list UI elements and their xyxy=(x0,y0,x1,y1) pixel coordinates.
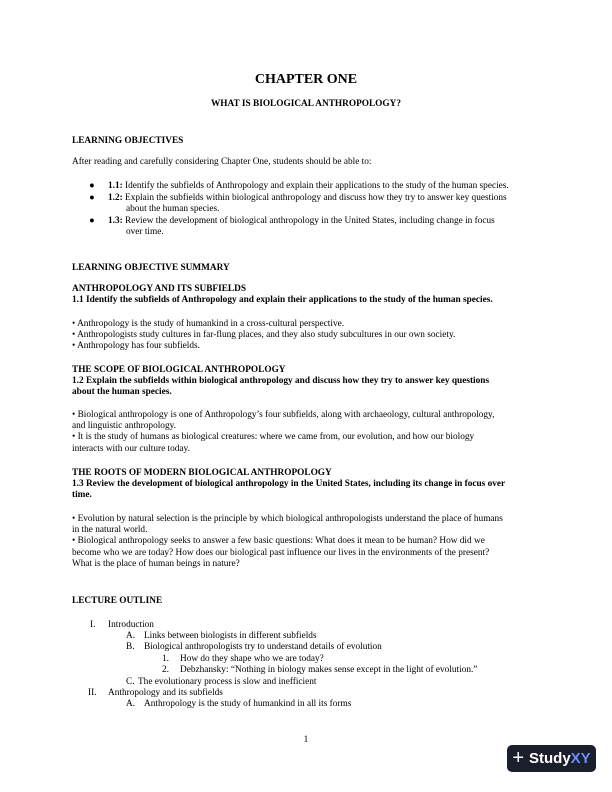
objective-number: 1.3: xyxy=(108,216,123,226)
studyxy-logo[interactable] xyxy=(507,745,596,772)
outline-heading: LECTURE OUTLINE xyxy=(72,596,163,606)
point-text: and linguistic anthropology. xyxy=(72,421,176,432)
outline-marker: A. xyxy=(126,631,136,641)
objective-line: 1.2 Explain the subfields within biological anthropology and discuss how they try to answer key questions xyxy=(72,376,490,386)
outline-marker: C. xyxy=(126,677,135,687)
objective-text: Review the development of biological anthropology in the United States, including change in focus xyxy=(125,216,495,226)
section-objective xyxy=(72,479,542,501)
objective-item xyxy=(108,193,540,215)
plus-icon: + xyxy=(512,746,524,769)
objective-number: 1.2: xyxy=(108,193,123,203)
chapter-title: WHAT IS BIOLOGICAL ANTHROPOLOGY? xyxy=(210,99,402,109)
objective-item xyxy=(108,216,540,238)
logo-word: Study xyxy=(529,749,571,767)
outline-text: Debzhansky: “Nothing in biology makes sense except in the light of evolution.” xyxy=(180,665,478,675)
point-text: • Biological anthropology seeks to answer a few basic questions: What does it mean to be human? How did we xyxy=(72,536,485,547)
objective-line: about the human species. xyxy=(72,387,172,398)
section-objective: 1.1 Identify the subfields of Anthropology and explain their applications to the study of the human species. xyxy=(72,295,493,305)
objective-text-continued: over time. xyxy=(126,227,164,238)
outline-text: How do they shape who we are today? xyxy=(180,654,324,664)
section-title: THE ROOTS OF MODERN BIOLOGICAL ANTHROPOLOGY xyxy=(72,468,332,478)
objective-line: 1.3 Review the development of biological anthropology in the United States, including its change in focus over xyxy=(72,479,506,489)
outline-text: Biological anthropologists try to understand details of evolution xyxy=(144,642,382,652)
objective-line: time. xyxy=(72,490,92,501)
bullet-icon: ● xyxy=(89,193,95,203)
point-text: • Anthropologists study cultures in far-flung places, and they also study subcultures in our own society. xyxy=(72,330,456,341)
outline-marker: B. xyxy=(126,642,135,652)
point-text: • Evolution by natural selection is the principle by which biological anthropologists understand the place of humans xyxy=(72,514,503,524)
learning-objectives-heading: LEARNING OBJECTIVES xyxy=(72,136,184,146)
section-points xyxy=(72,319,542,353)
outline-marker: I. xyxy=(90,620,96,630)
outline-marker: A. xyxy=(126,699,136,709)
objective-text: Explain the subfields within biological anthropology and discuss how they try to answer key questions xyxy=(125,193,507,203)
objective-item xyxy=(108,181,540,192)
objective-text-continued: about the human species. xyxy=(126,204,220,215)
objective-number: 1.1: xyxy=(108,181,123,191)
learning-objectives-intro: After reading and carefully considering Chapter One, students should be able to: xyxy=(72,157,372,167)
outline-text: Anthropology and its subfields xyxy=(108,688,223,698)
summary-heading: LEARNING OBJECTIVE SUMMARY xyxy=(72,263,230,273)
logo-text xyxy=(529,749,591,767)
section-title: THE SCOPE OF BIOLOGICAL ANTHROPOLOGY xyxy=(72,365,286,375)
outline-text: Introduction xyxy=(108,620,154,630)
section-points xyxy=(72,514,542,570)
section-title: ANTHROPOLOGY AND ITS SUBFIELDS xyxy=(72,284,247,294)
point-text: What is the place of human beings in nature? xyxy=(72,558,240,569)
logo-suffix: XY xyxy=(570,749,591,767)
objective-text: Identify the subfields of Anthropology and explain their applications to the study of the human species. xyxy=(125,181,509,191)
chapter-heading: CHAPTER ONE xyxy=(254,72,358,87)
point-text: become who we are today? How does our biological past influence our lives in the environments of the present? xyxy=(72,547,490,558)
point-text: in the natural world. xyxy=(72,525,148,536)
section-objective xyxy=(72,376,542,398)
outline-marker: II. xyxy=(88,688,97,698)
point-text: • Anthropology is the study of humankind in a cross-cultural perspective. xyxy=(72,319,345,329)
point-text: • Biological anthropology is one of Anthropology’s four subfields, along with archaeology, cultural anthropology, xyxy=(72,410,495,420)
bullet-icon: ● xyxy=(89,216,95,226)
section-points xyxy=(72,410,542,455)
point-text: • It is the study of humans as biological creatures: where we came from, our evolution, and how our biology xyxy=(72,432,475,443)
bullet-icon: ● xyxy=(89,181,95,191)
outline-text: Anthropology is the study of humankind in all its forms xyxy=(144,699,352,709)
page-number: 1 xyxy=(303,735,309,745)
outline-marker: 2. xyxy=(162,665,169,675)
point-text: • Anthropology has four subfields. xyxy=(72,341,200,352)
outline-marker: 1. xyxy=(162,654,169,664)
outline-text: Links between biologists in different subfields xyxy=(144,631,317,641)
outline-text: The evolutionary process is slow and inefficient xyxy=(138,677,317,687)
point-text: interacts with our culture today. xyxy=(72,443,190,454)
